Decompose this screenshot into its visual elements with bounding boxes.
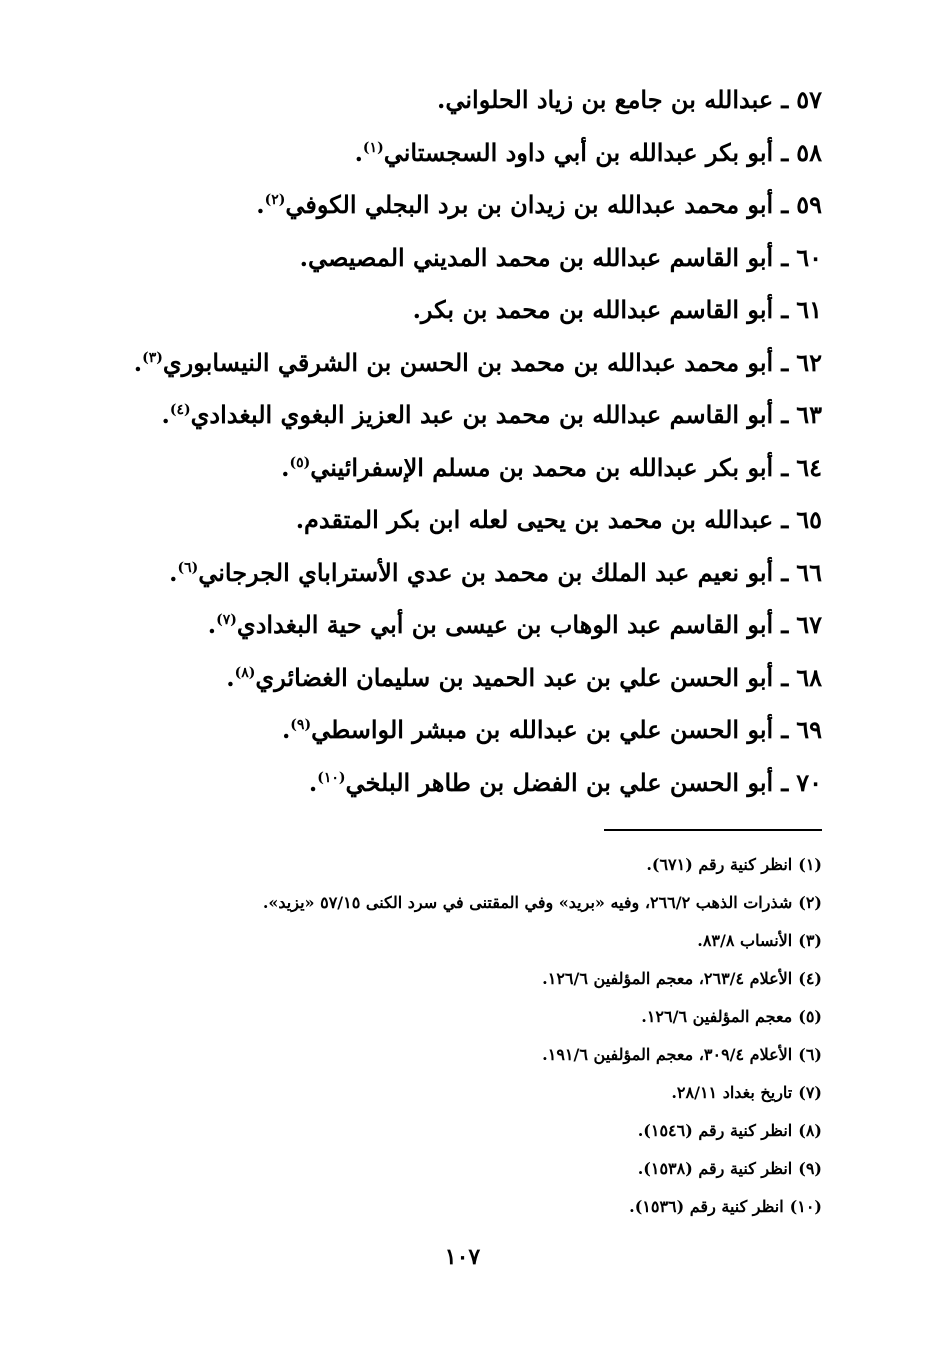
entry-row	[102, 232, 822, 285]
entry-tail: .	[281, 452, 290, 482]
entry-dash: ـ	[781, 85, 789, 114]
entry-number: ٦١	[796, 295, 822, 324]
footnote-ref: (٥)	[289, 454, 311, 471]
footnote-text: انظر كنية رقم (٦٧١).	[646, 855, 793, 874]
entry-text: أبو الحسن علي بن الفضل بن طاهر البلخي	[345, 767, 774, 797]
footnote	[102, 998, 822, 1036]
entry-row	[102, 652, 822, 705]
entry-tail: .	[161, 400, 170, 429]
entry-row	[102, 389, 822, 442]
entry-dash: ـ	[781, 610, 789, 639]
entry-dash: ـ	[781, 452, 789, 482]
entry-tail: .	[169, 557, 178, 587]
footnote-ref: (٦)	[177, 559, 199, 576]
footnote-ref: (١)	[362, 139, 384, 156]
entry-number: ٥٩	[796, 190, 822, 219]
footnote	[102, 1074, 822, 1112]
entries-list	[102, 74, 822, 809]
entry-row	[102, 599, 822, 652]
footnote	[102, 1036, 822, 1074]
entry-number: ٦٩	[796, 715, 822, 744]
entry-number: ٦٤	[796, 452, 822, 482]
entry-text: أبو القاسم عبدالله بن محمد المديني المصيصي.	[299, 242, 774, 272]
footnote	[102, 884, 822, 922]
entry-text: أبو نعيم عبد الملك بن محمد بن عدي الأستراباي الجرجاني	[198, 557, 774, 587]
entry-row	[102, 127, 822, 180]
entry-number: ٦٠	[796, 242, 822, 272]
entry-number: ٦٦	[796, 557, 822, 587]
footnote-number: (١)	[798, 855, 822, 874]
footnote-ref: (١٠)	[317, 769, 346, 786]
entry-tail: .	[226, 662, 235, 692]
entry-number: ٦٥	[796, 505, 822, 534]
entry-row	[102, 337, 822, 390]
entry-number: ٦٧	[796, 610, 822, 639]
entry-text: أبو بكر عبدالله بن محمد بن مسلم الإسفرائيني	[310, 452, 774, 482]
entry-row	[102, 74, 822, 127]
footnote-text: الأعلام ٢٦٣/٤، معجم المؤلفين ١٢٦/٦.	[542, 969, 793, 988]
footnote	[102, 1188, 822, 1226]
entry-tail: .	[256, 190, 265, 219]
footnote-text: معجم المؤلفين ١٢٦/٦.	[641, 1007, 793, 1026]
footnote-separator	[604, 829, 822, 831]
entry-number: ٦٢	[796, 347, 822, 377]
entry-dash: ـ	[781, 295, 789, 324]
entry-row	[102, 284, 822, 337]
footnote-ref: (٧)	[216, 612, 237, 628]
footnote	[102, 1112, 822, 1150]
entry-number: ٥٨	[796, 137, 822, 167]
entry-text: أبو القاسم عبدالله بن محمد بن بكر.	[412, 295, 774, 324]
entry-dash: ـ	[781, 242, 789, 272]
entry-tail: .	[207, 610, 217, 639]
footnote-ref: (٤)	[169, 402, 191, 418]
footnote-text: انظر كنية رقم (١٥٣٨).	[637, 1159, 793, 1178]
footnote-ref: (٩)	[290, 717, 312, 733]
entry-tail: .	[308, 767, 318, 797]
footnote-ref: (٣)	[142, 349, 163, 366]
entry-text: أبو الحسن علي بن عبدالله بن مبشر الواسطي	[311, 715, 774, 744]
entry-dash: ـ	[781, 767, 789, 797]
footnote	[102, 1150, 822, 1188]
entry-tail: .	[133, 347, 143, 377]
entry-number: ٦٨	[796, 662, 822, 692]
footnote-text: الأنساب ٨٣/٨.	[697, 931, 793, 950]
footnote-text: شذرات الذهب ٢٦٦/٢، وفيه «بريد» وفي المقتنى في سرد الكنى ٥٧/١٥ «يزيد».	[262, 893, 793, 912]
footnotes-list	[102, 846, 822, 1226]
entry-text: أبو القاسم عبد الوهاب بن عيسى بن أبي حية البغدادي	[236, 610, 774, 639]
entry-text: أبو بكر عبدالله بن أبي داود السجستاني	[383, 137, 774, 167]
entry-row	[102, 442, 822, 495]
footnote-number: (٥)	[798, 1007, 822, 1026]
footnote-ref: (٢)	[264, 192, 286, 208]
entry-text: عبدالله بن جامع بن زياد الحلواني.	[436, 85, 774, 114]
entry-row	[102, 757, 822, 810]
entry-text: أبو محمد عبدالله بن محمد بن الحسن بن الشرقي النيسابوري	[162, 347, 774, 377]
entry-number: ٦٣	[796, 400, 822, 429]
footnote-number: (٤)	[798, 969, 822, 988]
footnote-number: (٦)	[798, 1045, 822, 1064]
entry-dash: ـ	[781, 137, 789, 167]
entry-dash: ـ	[781, 400, 789, 429]
footnote-number: (٣)	[798, 931, 822, 950]
entry-dash: ـ	[781, 347, 789, 377]
footnote-text: انظر كنية رقم (١٥٣٦).	[629, 1197, 784, 1216]
footnote-text: تاريخ بغداد ٢٨/١١.	[671, 1083, 793, 1102]
footnote-number: (٧)	[798, 1083, 822, 1102]
footnote	[102, 922, 822, 960]
entry-dash: ـ	[781, 715, 789, 744]
entry-row	[102, 704, 822, 757]
entry-text: عبدالله بن محمد بن يحيى لعله ابن بكر المتقدم.	[295, 505, 774, 534]
footnote-text: الأعلام ٣٠٩/٤، معجم المؤلفين ١٩١/٦.	[542, 1045, 793, 1064]
footnote	[102, 846, 822, 884]
footnote-number: (٩)	[798, 1159, 822, 1178]
entry-tail: .	[281, 715, 291, 744]
entry-tail: .	[354, 137, 363, 167]
entry-text: أبو محمد عبدالله بن زيدان بن برد البجلي الكوفي	[285, 190, 774, 219]
entry-dash: ـ	[781, 505, 789, 534]
entry-text: أبو القاسم عبدالله بن محمد بن عبد العزيز البغوي البغدادي	[190, 400, 774, 429]
entry-number: ٧٠	[796, 767, 822, 797]
footnote	[102, 960, 822, 998]
entry-dash: ـ	[781, 662, 789, 692]
footnote-number: (١٠)	[789, 1197, 822, 1216]
footnote-text: انظر كنية رقم (١٥٤٦).	[637, 1121, 793, 1140]
entry-number: ٥٧	[796, 85, 822, 114]
entry-dash: ـ	[781, 557, 789, 587]
entry-dash: ـ	[781, 190, 789, 219]
entry-row	[102, 494, 822, 547]
entry-row	[102, 179, 822, 232]
footnote-number: (٢)	[798, 893, 822, 912]
page-number: ١٠٧	[444, 1244, 481, 1270]
entry-row	[102, 547, 822, 600]
entry-text: أبو الحسن علي بن عبد الحميد بن سليمان الغضائري	[255, 662, 774, 692]
footnote-number: (٨)	[798, 1121, 822, 1140]
footnote-ref: (٨)	[234, 664, 256, 681]
